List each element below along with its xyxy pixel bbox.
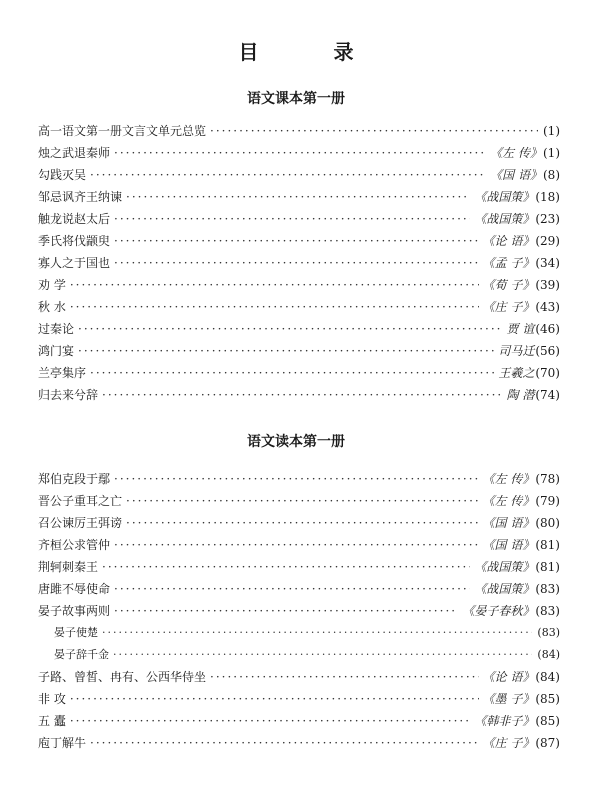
toc-entry[interactable] [38, 298, 560, 320]
toc-entry-title: 鸿门宴 [38, 344, 75, 358]
dot-leader [114, 538, 479, 552]
toc-entry-page: (46) [535, 322, 560, 336]
toc-entry[interactable] [38, 470, 560, 492]
dot-leader [114, 472, 479, 486]
page-title: 目 录 [238, 40, 388, 64]
toc-entry-source: 贾 谊 [506, 322, 535, 336]
toc-entry-title: 唐雎不辱使命 [38, 582, 111, 596]
toc-entry-page: (78) [535, 472, 560, 486]
toc-entry-source: 《国 语》 [490, 168, 542, 182]
toc-entry-page: (70) [535, 366, 560, 380]
toc-entry-source: 《荀 子》 [482, 278, 535, 292]
dot-leader [70, 714, 471, 728]
toc-entry-source: 司马迁 [498, 344, 535, 358]
toc-entry-title: 晏子故事两则 [38, 604, 111, 618]
toc-entry-source: 《韩非子》 [474, 714, 535, 728]
toc-entry-title: 郑伯克段于鄢 [38, 472, 111, 486]
toc-entry-page: (23) [535, 212, 560, 226]
toc-entry-title: 晋公子重耳之亡 [38, 494, 123, 508]
toc-entry-title: 庖丁解牛 [38, 736, 87, 750]
toc-entry-page: (43) [535, 300, 560, 314]
dot-leader [90, 736, 479, 750]
toc-entry-page: (83) [535, 582, 560, 596]
toc-entry-title: 季氏将伐颛臾 [38, 234, 111, 248]
toc-entry-page: (74) [535, 388, 560, 402]
dot-leader [114, 256, 479, 270]
toc-list-textbook [38, 122, 560, 408]
dot-leader [78, 322, 503, 336]
toc-entry-title: 晏子辞千金 [54, 648, 109, 661]
dot-leader [114, 234, 479, 248]
dot-leader [210, 124, 538, 138]
toc-entry-title: 归去来兮辞 [38, 388, 99, 402]
toc-entry-page: (1) [543, 146, 560, 160]
dot-leader [90, 366, 494, 380]
toc-entry-source: 王羲之 [498, 366, 535, 380]
toc-entry[interactable] [38, 712, 560, 734]
toc-entry-page: (39) [535, 278, 560, 292]
toc-entry-page: (8) [543, 168, 560, 182]
toc-entry-title: 劝 学 [38, 278, 66, 292]
toc-entry-source: 《左 传》 [490, 146, 542, 160]
dot-leader [126, 190, 470, 204]
dot-leader [126, 494, 479, 508]
toc-subentry[interactable] [38, 624, 560, 646]
toc-entry-title: 非 攻 [38, 692, 66, 706]
dot-leader [114, 582, 470, 596]
toc-entry[interactable] [38, 144, 560, 166]
toc-entry-title: 召公谏厉王弭谤 [38, 516, 123, 530]
toc-entry-title: 烛之武退秦师 [38, 146, 111, 160]
toc-entry-page: (84) [535, 670, 560, 684]
dot-leader [70, 692, 479, 706]
toc-entry-source: 《左 传》 [482, 494, 535, 508]
dot-leader [70, 278, 479, 292]
toc-entry[interactable] [38, 364, 560, 386]
toc-entry-source: 陶 潜 [506, 388, 535, 402]
toc-entry-title: 五 蠹 [38, 714, 66, 728]
toc-list-reader [38, 470, 560, 756]
toc-entry-page: (80) [535, 516, 560, 530]
dot-leader [114, 604, 458, 618]
toc-entry-source: 《国 语》 [482, 538, 535, 552]
toc-entry[interactable] [38, 668, 560, 690]
toc-entry[interactable] [38, 232, 560, 254]
toc-entry-title: 邹忌讽齐王纳谏 [38, 190, 123, 204]
toc-entry-page: (34) [535, 256, 560, 270]
dot-leader [210, 670, 479, 684]
dot-leader [90, 168, 486, 182]
section-heading-textbook: 语文课本第一册 [247, 91, 345, 107]
toc-entry-source: 《战国策》 [474, 190, 535, 204]
toc-entry-title: 晏子使楚 [54, 626, 98, 639]
toc-entry-page: (81) [535, 538, 560, 552]
toc-entry-source: 《庄 子》 [482, 300, 535, 314]
toc-entry[interactable] [38, 558, 560, 580]
toc-entry-source: 《左 传》 [482, 472, 535, 486]
toc-entry[interactable] [38, 492, 560, 514]
toc-entry-source: 《庄 子》 [482, 736, 535, 750]
toc-entry-title: 子路、曾皙、冉有、公西华侍坐 [38, 670, 207, 684]
toc-entry-title: 寡人之于国也 [38, 256, 111, 270]
toc-entry-source: 《论 语》 [482, 234, 535, 248]
toc-entry[interactable] [38, 210, 560, 232]
dot-leader [102, 626, 532, 639]
dot-leader [114, 212, 470, 226]
toc-entry-page: (83) [535, 604, 560, 618]
toc-entry-page: (83) [537, 626, 560, 639]
toc-entry-title: 过秦论 [38, 322, 75, 336]
toc-entry[interactable] [38, 580, 560, 602]
toc-entry-title: 秋 水 [38, 300, 66, 314]
toc-entry-title: 触龙说赵太后 [38, 212, 111, 226]
toc-entry[interactable] [38, 514, 560, 536]
toc-entry-title: 勾践灭吴 [38, 168, 87, 182]
dot-leader [126, 516, 479, 530]
toc-entry[interactable] [38, 188, 560, 210]
toc-entry-source: 《战国策》 [474, 582, 535, 596]
toc-subentry[interactable] [38, 646, 560, 668]
toc-entry-source: 《国 语》 [482, 516, 535, 530]
toc-entry[interactable] [38, 320, 560, 342]
toc-entry[interactable] [38, 254, 560, 276]
dot-leader [113, 648, 532, 661]
toc-entry[interactable] [38, 536, 560, 558]
toc-entry-source: 《战国策》 [474, 212, 535, 226]
toc-entry-source: 《晏子春秋》 [462, 604, 535, 618]
toc-entry[interactable] [38, 386, 560, 408]
toc-entry-page: (18) [535, 190, 560, 204]
toc-entry[interactable] [38, 122, 560, 144]
toc-entry[interactable] [38, 690, 560, 712]
toc-entry[interactable] [38, 602, 560, 624]
toc-entry-page: (1) [543, 124, 560, 138]
toc-entry-page: (85) [535, 714, 560, 728]
dot-leader [114, 146, 486, 160]
toc-entry-title: 兰亭集序 [38, 366, 87, 380]
toc-entry[interactable] [38, 734, 560, 756]
toc-entry-title: 高一语文第一册文言文单元总览 [38, 124, 207, 138]
dot-leader [102, 560, 470, 574]
toc-entry[interactable] [38, 166, 560, 188]
dot-leader [102, 388, 503, 402]
toc-entry-page: (79) [535, 494, 560, 508]
toc-entry-title: 荆轲刺秦王 [38, 560, 99, 574]
dot-leader [70, 300, 479, 314]
toc-entry-source: 《战国策》 [474, 560, 535, 574]
toc-entry-source: 《墨 子》 [482, 692, 535, 706]
toc-entry[interactable] [38, 276, 560, 298]
toc-entry-page: (87) [535, 736, 560, 750]
toc-entry[interactable] [38, 342, 560, 364]
toc-entry-page: (29) [535, 234, 560, 248]
toc-entry-title: 齐桓公求管仲 [38, 538, 111, 552]
toc-entry-source: 《孟 子》 [482, 256, 535, 270]
toc-entry-page: (85) [535, 692, 560, 706]
toc-entry-page: (56) [535, 344, 560, 358]
section-heading-reader: 语文读本第一册 [247, 434, 345, 450]
toc-entry-page: (84) [537, 648, 560, 661]
toc-entry-page: (81) [535, 560, 560, 574]
toc-entry-source: 《论 语》 [482, 670, 535, 684]
dot-leader [78, 344, 494, 358]
